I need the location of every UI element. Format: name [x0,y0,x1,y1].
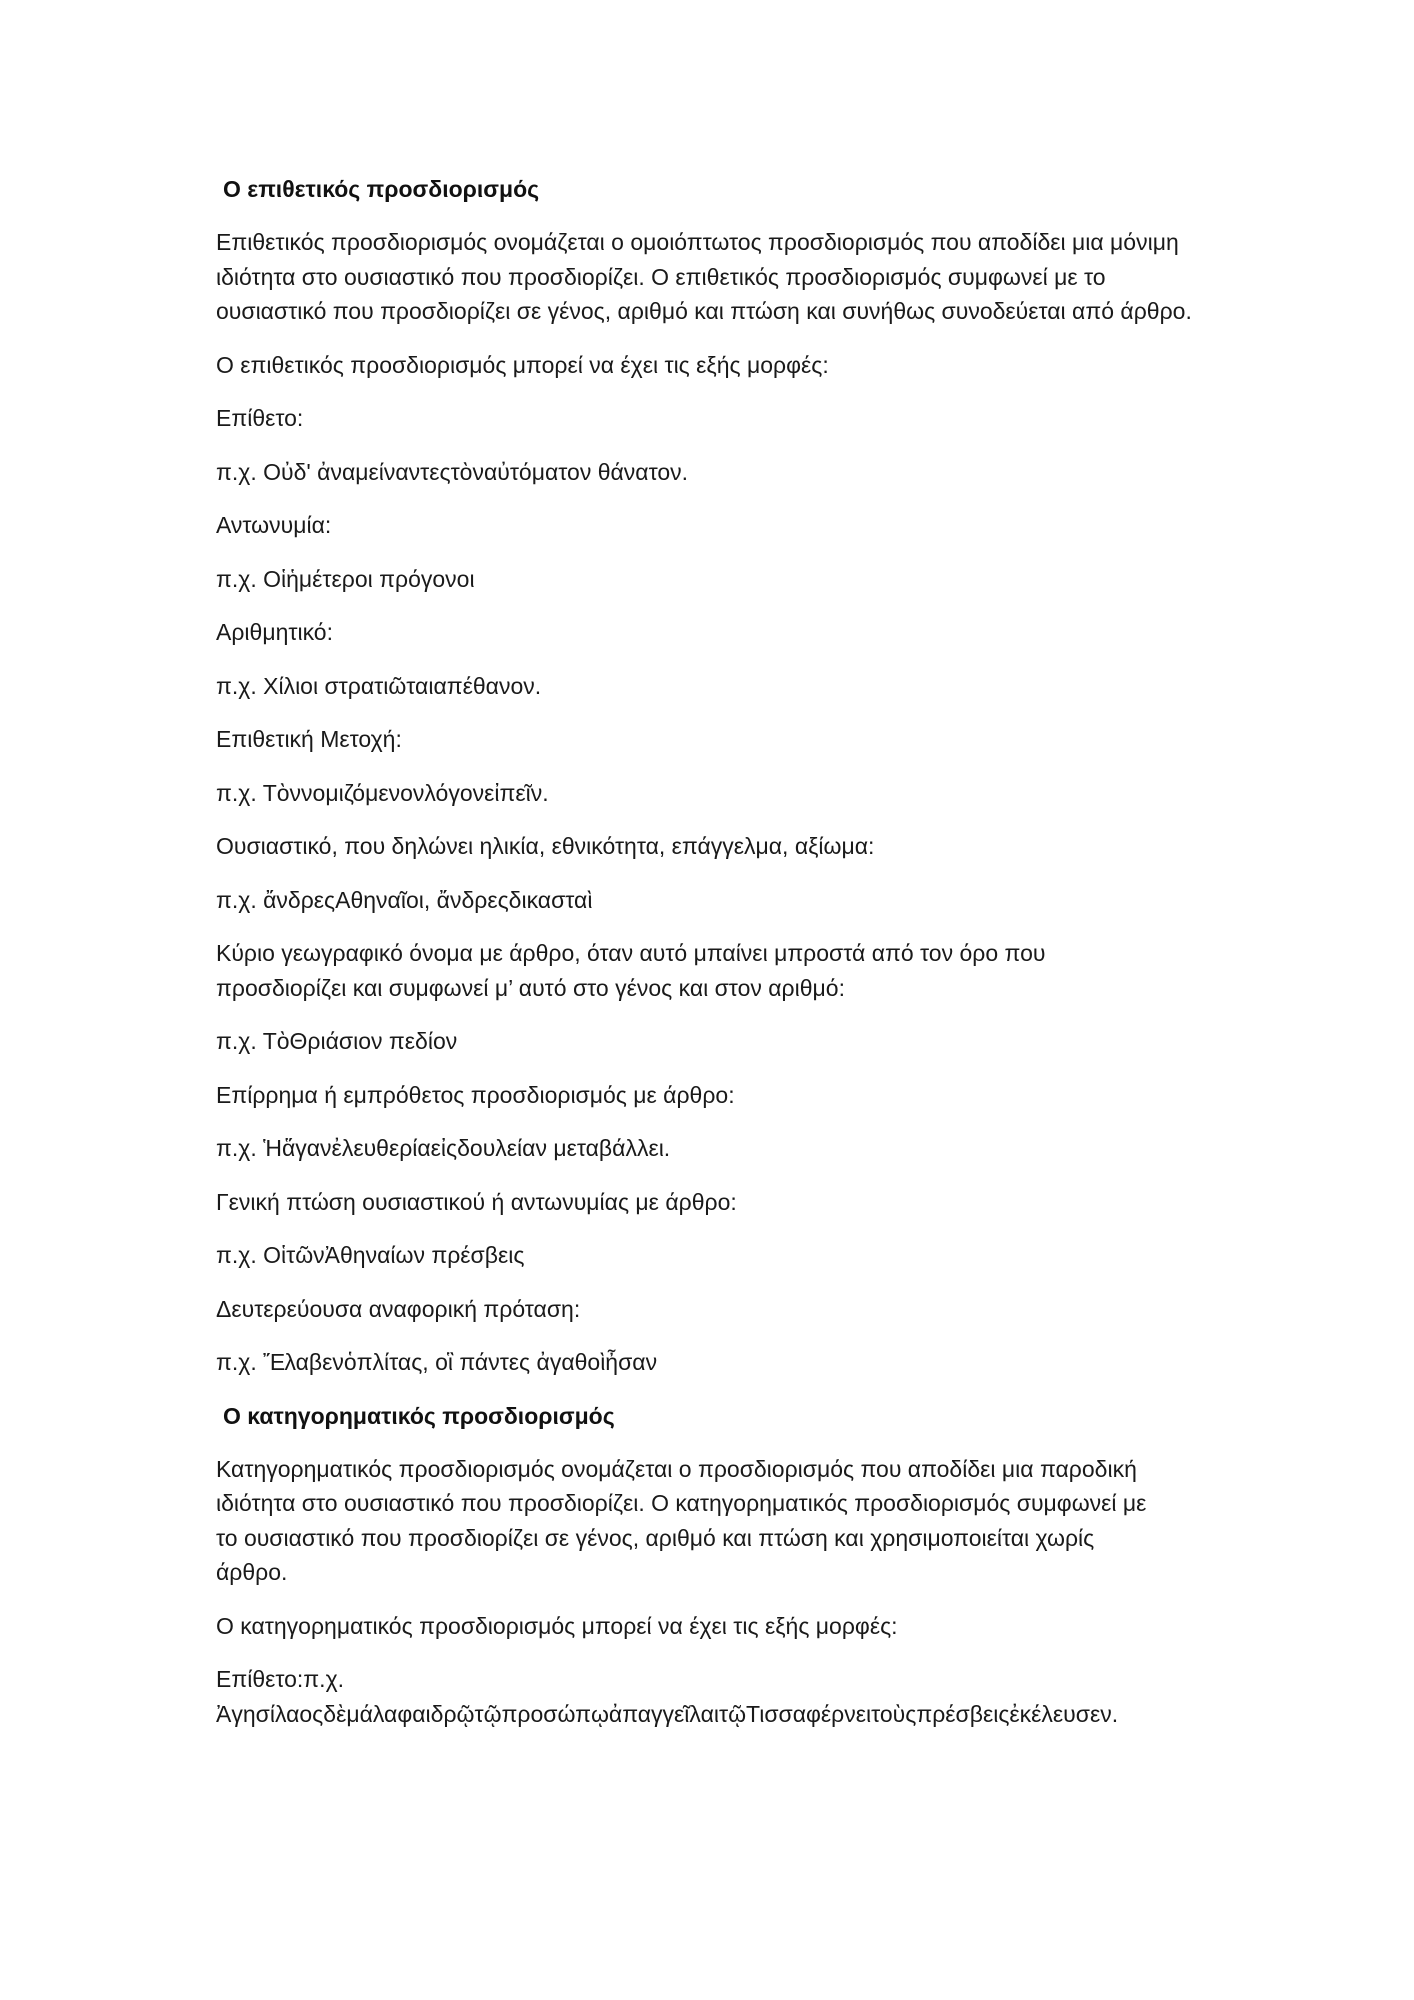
paragraph-example: π.χ. Ἔλαβενὁπλίτας, οἳ πάντες ἀγαθοὶἦσαν [216,1349,658,1375]
document-page [216,172,1206,1750]
paragraph-example: π.χ. ΤὸΘριάσιον πεδίον [216,1028,458,1054]
paragraph-form-label: Γενική πτώση ουσιαστικού ή αντωνυμίας με άρθρο: [216,1188,737,1215]
paragraph-form-label: Αντωνυμία: [216,512,332,538]
paragraph-definition: Κατηγορηματικός προσδιορισμός ονομάζεται ο προσδιορισμός που αποδίδει μια παροδική ιδιότητα στο ουσιαστικό που προσδιορίζει. Ο κατηγορηματικός προσδιορισμός συμφωνεί με το ουσιαστικό που προσδιορίζει σε γένος, αριθμό και πτώση και χρησιμοποιείται χωρίς άρθρο. [216,1455,1147,1585]
section-heading-epithetikos: Ο επιθετικός προσδιορισμός [223,176,540,202]
paragraph-example: Επίθετο:π.χ. ἈγησίλαοςδὲμάλαφαιδρῷτῷπροσώπῳἀπαγγεῖλαιτῷΤισσαφέρνειτοὺςπρέσβειςἐκέλευσεν. [216,1666,1119,1727]
paragraph-forms-intro: Ο κατηγορηματικός προσδιορισμός μπορεί να έχει τις εξής μορφές: [216,1612,898,1639]
paragraph-form-label: Ουσιαστικό, που δηλώνει ηλικία, εθνικότητα, επάγγελμα, αξίωμα: [216,833,875,859]
paragraph-forms-intro: Ο επιθετικός προσδιορισμός μπορεί να έχει τις εξής μορφές: [216,351,829,378]
paragraph-example: π.χ. ΟἱτῶνἈθηναίων πρέσβεις [216,1242,525,1268]
paragraph-form-label: Δευτερεύουσα αναφορική πρόταση: [216,1295,581,1322]
paragraph-form-label: Επιθετική Μετοχή: [216,726,402,752]
paragraph-example: π.χ. ἄνδρεςΑθηναῖοι, ἄνδρεςδικασταὶ [216,886,593,913]
paragraph-form-label: Κύριο γεωγραφικό όνομα με άρθρο, όταν αυτό μπαίνει μπροστά από τον όρο που προσδιορίζει και συμφωνεί μ’ αυτό στο γένος και στον αριθμό: [216,940,1046,1001]
paragraph-example: π.χ. Ἡἅγανἐλευθερίαεἰςδουλείαν μεταβάλλει. [216,1135,671,1161]
paragraph-form-label: Επίρρημα ή εμπρόθετος προσδιορισμός με άρθρο: [216,1081,735,1108]
paragraph-example: π.χ. Οὐδ' ἀναμείναντεςτὸναὐτόματον θάνατον. [216,458,689,485]
section-heading-katigorimatikos: Ο κατηγορηματικός προσδιορισμός [223,1402,615,1429]
paragraph-example: π.χ. Τὸννομιζόμενονλόγονεἰπεῖν. [216,779,549,806]
paragraph-example: π.χ. Οἱἡμέτεροι πρόγονοι [216,565,475,592]
paragraph-form-label: Επίθετο: [216,405,304,431]
paragraph-definition: Επιθετικός προσδιορισμός ονομάζεται ο ομοιόπτωτος προσδιορισμός που αποδίδει μια μόνιμη ιδιότητα στο ουσιαστικό που προσδιορίζει. Ο επιθετικός προσδιορισμός συμφωνεί με το ουσιαστικό που προσδιορίζει σε γένος, αριθμό και πτώση και συνήθως συνοδεύεται από άρθρο. [216,229,1192,324]
paragraph-example: π.χ. Χίλιοι στρατιῶταιαπέθανον. [216,672,542,699]
paragraph-form-label: Αριθμητικό: [216,619,333,645]
